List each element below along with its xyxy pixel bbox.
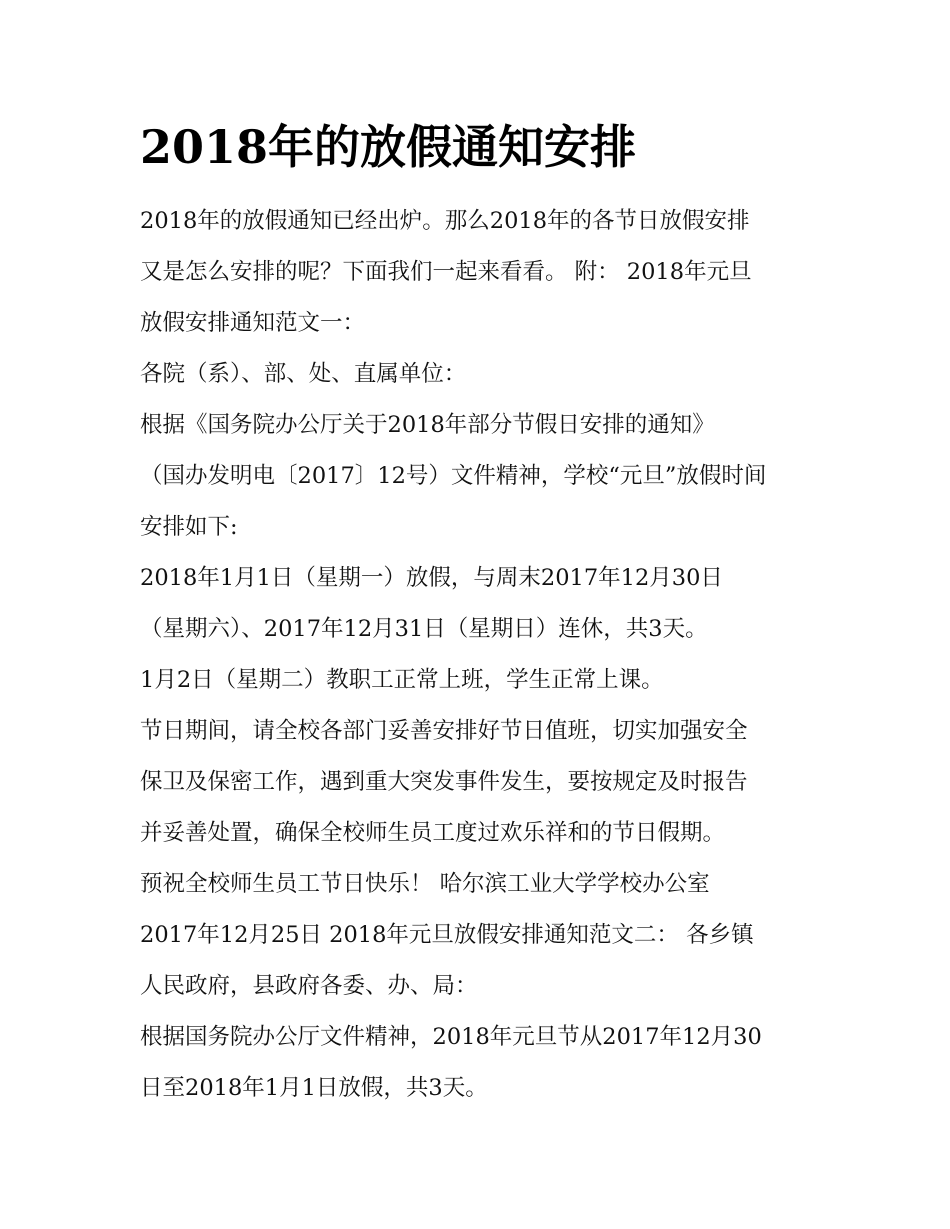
body-line: 各院（系）、部、处、直属单位：: [140, 361, 467, 387]
body-line: （国办发明电〔2017〕12号）文件精神，学校“元旦”放假时间: [140, 463, 767, 489]
body-line: （星期六）、2017年12月31日（星期日）连休，共3天。: [140, 616, 708, 642]
body-line: 2018年的放假通知已经出炉。那么2018年的各节日放假安排: [140, 208, 750, 234]
body-line: 保卫及保密工作，遇到重大突发事件发生，要按规定及时报告: [140, 769, 748, 795]
body-line: 放假安排通知范文一：: [140, 310, 366, 336]
body-line: 日至2018年1月1日放假，共3天。: [140, 1075, 488, 1101]
document-body: [140, 196, 820, 1114]
body-line: 并妥善处置，确保全校师生员工度过欢乐祥和的节日假期。: [140, 820, 726, 846]
body-line: 又是怎么安排的呢？下面我们一起来看看。 附： 2018年元旦: [140, 259, 752, 285]
body-line: 安排如下:: [140, 514, 238, 540]
body-line: 根据国务院办公厅文件精神，2018年元旦节从2017年12月30: [140, 1024, 762, 1050]
body-line: 节日期间，请全校各部门妥善安排好节日值班，切实加强安全: [140, 718, 748, 744]
document-title: 2018年的放假通知安排: [140, 120, 637, 174]
body-line: 2017年12月25日 2018年元旦放假安排通知范文二： 各乡镇: [140, 922, 754, 948]
body-line: 预祝全校师生员工节日快乐！ 哈尔滨工业大学学校办公室: [140, 871, 710, 897]
body-line: 1月2日（星期二）教职工正常上班，学生正常上课。: [140, 667, 664, 693]
body-line: 人民政府，县政府各委、办、局：: [140, 973, 478, 999]
body-line: 2018年1月1日（星期一）放假，与周末2017年12月30日: [140, 565, 723, 591]
body-line: 根据《国务院办公厅关于2018年部分节假日安排的通知》: [140, 412, 715, 438]
